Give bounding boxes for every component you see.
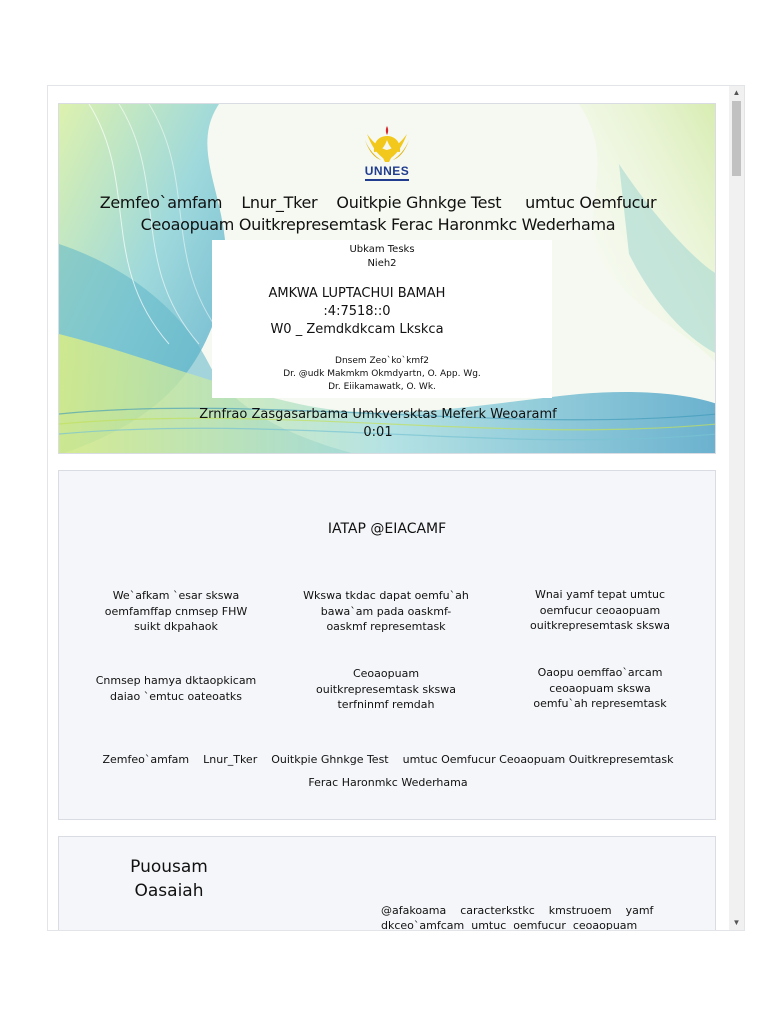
- point-line: oemfucur ceoaopuam: [539, 603, 661, 617]
- advisor-heading: Dnsem Zeo`ko`kmf2: [335, 356, 429, 366]
- scrollbar-thumb[interactable]: [732, 101, 741, 176]
- slide-body-text: [381, 903, 654, 931]
- point-line: oaskmf represemtask: [326, 620, 446, 633]
- slide-title-line-1: Puousam: [130, 857, 208, 877]
- university-logo: [361, 122, 413, 180]
- point-line: bawa`am pada oaskmf-: [320, 604, 452, 618]
- scroll-down-icon[interactable]: ▼: [732, 918, 741, 927]
- background-point-4: [81, 673, 271, 704]
- document-viewer: [47, 85, 745, 931]
- background-point-6: [505, 665, 695, 712]
- slide-problem-statement: [58, 836, 716, 931]
- point-line: Wnai yamf tepat umtuc: [534, 588, 666, 601]
- year: 0:01: [363, 425, 393, 440]
- point-line: We`afkam `esar skswa: [112, 589, 240, 602]
- presentation-title: [99, 192, 657, 236]
- section-heading: IATAP @EIACAMF: [327, 521, 447, 537]
- background-point-2: [291, 588, 481, 635]
- title-line-1: Zemfeo`amfam Lnur_Tker Ouitkpie Ghnkge Test umtuc Oemfucur: [99, 193, 657, 212]
- point-line: oemfu`ah represemtask: [533, 697, 667, 710]
- slide-summary: [79, 748, 697, 794]
- point-line: ceoaopuam skswa: [549, 681, 651, 695]
- student-name: AMKWA LUPTACHUI BAMAH: [268, 286, 446, 301]
- point-line: Cnmsep hamya dktaopkicam: [95, 674, 257, 687]
- vertical-scrollbar[interactable]: [729, 86, 744, 930]
- document-label: [212, 243, 552, 271]
- advisor-2: Dr. Eiikamawatk, O. Wk.: [328, 382, 436, 392]
- logo-underline: [365, 179, 409, 181]
- institution-footer: [119, 406, 637, 442]
- advisor-info: [212, 355, 552, 394]
- background-point-3: [505, 587, 695, 634]
- point-line: suikt dkpahaok: [134, 620, 218, 633]
- body-line-1: @afakoama caracterkstkc kmstruoem yamf: [381, 904, 654, 917]
- point-line: Ceoaopuam: [352, 667, 420, 680]
- student-program: W0 _ Zemdkdkcam Lkskca: [270, 322, 444, 337]
- body-line-2: dkceo`amfcam umtuc oemfucur ceoaopuam: [381, 919, 638, 931]
- logo-text: UNNES: [364, 164, 410, 178]
- point-line: ouitkrepresemtask skswa: [530, 619, 670, 632]
- point-line: Oaopu oemffao`arcam: [537, 666, 663, 679]
- background-point-1: [81, 588, 271, 635]
- university-name: Zrnfrao Zasgasarbama Umkversktas Meferk Weoaramf: [199, 407, 557, 422]
- student-info: [212, 285, 502, 339]
- slide-title-page: [58, 103, 716, 454]
- slide-title-line-2: Oasaiah: [134, 881, 204, 901]
- point-line: Wkswa tkdac dapat oemfu`ah: [303, 589, 469, 602]
- title-line-2: Ceoaopuam Ouitkrepresemtask Ferac Haronmkc Wederhama: [140, 215, 616, 234]
- slide-background: [58, 470, 716, 820]
- point-line: terfninmf remdah: [337, 698, 435, 711]
- point-line: oemfamffap cnmsep FHW: [104, 604, 248, 618]
- point-line: ouitkrepresemtask skswa: [316, 682, 456, 696]
- summary-line-2: Ferac Haronmkc Wederhama: [308, 776, 468, 789]
- point-line: daiao `emtuc oateoatks: [110, 689, 242, 703]
- scroll-up-icon[interactable]: ▲: [732, 88, 741, 97]
- advisor-1: Dr. @udk Makmkm Okmdyartn, O. App. Wg.: [283, 369, 481, 379]
- label-line-2: Nieh2: [367, 258, 397, 269]
- student-id: :4:7518::0: [323, 304, 391, 319]
- summary-line-1: Zemfeo`amfam Lnur_Tker Ouitkpie Ghnkge Test umtuc Oemfucur Ceoaopuam Ouitkrepresemtask: [102, 753, 674, 766]
- background-point-5: [291, 666, 481, 713]
- slide-title: [119, 855, 219, 903]
- university-emblem-icon: [361, 122, 413, 166]
- label-line-1: Ubkam Tesks: [349, 244, 415, 255]
